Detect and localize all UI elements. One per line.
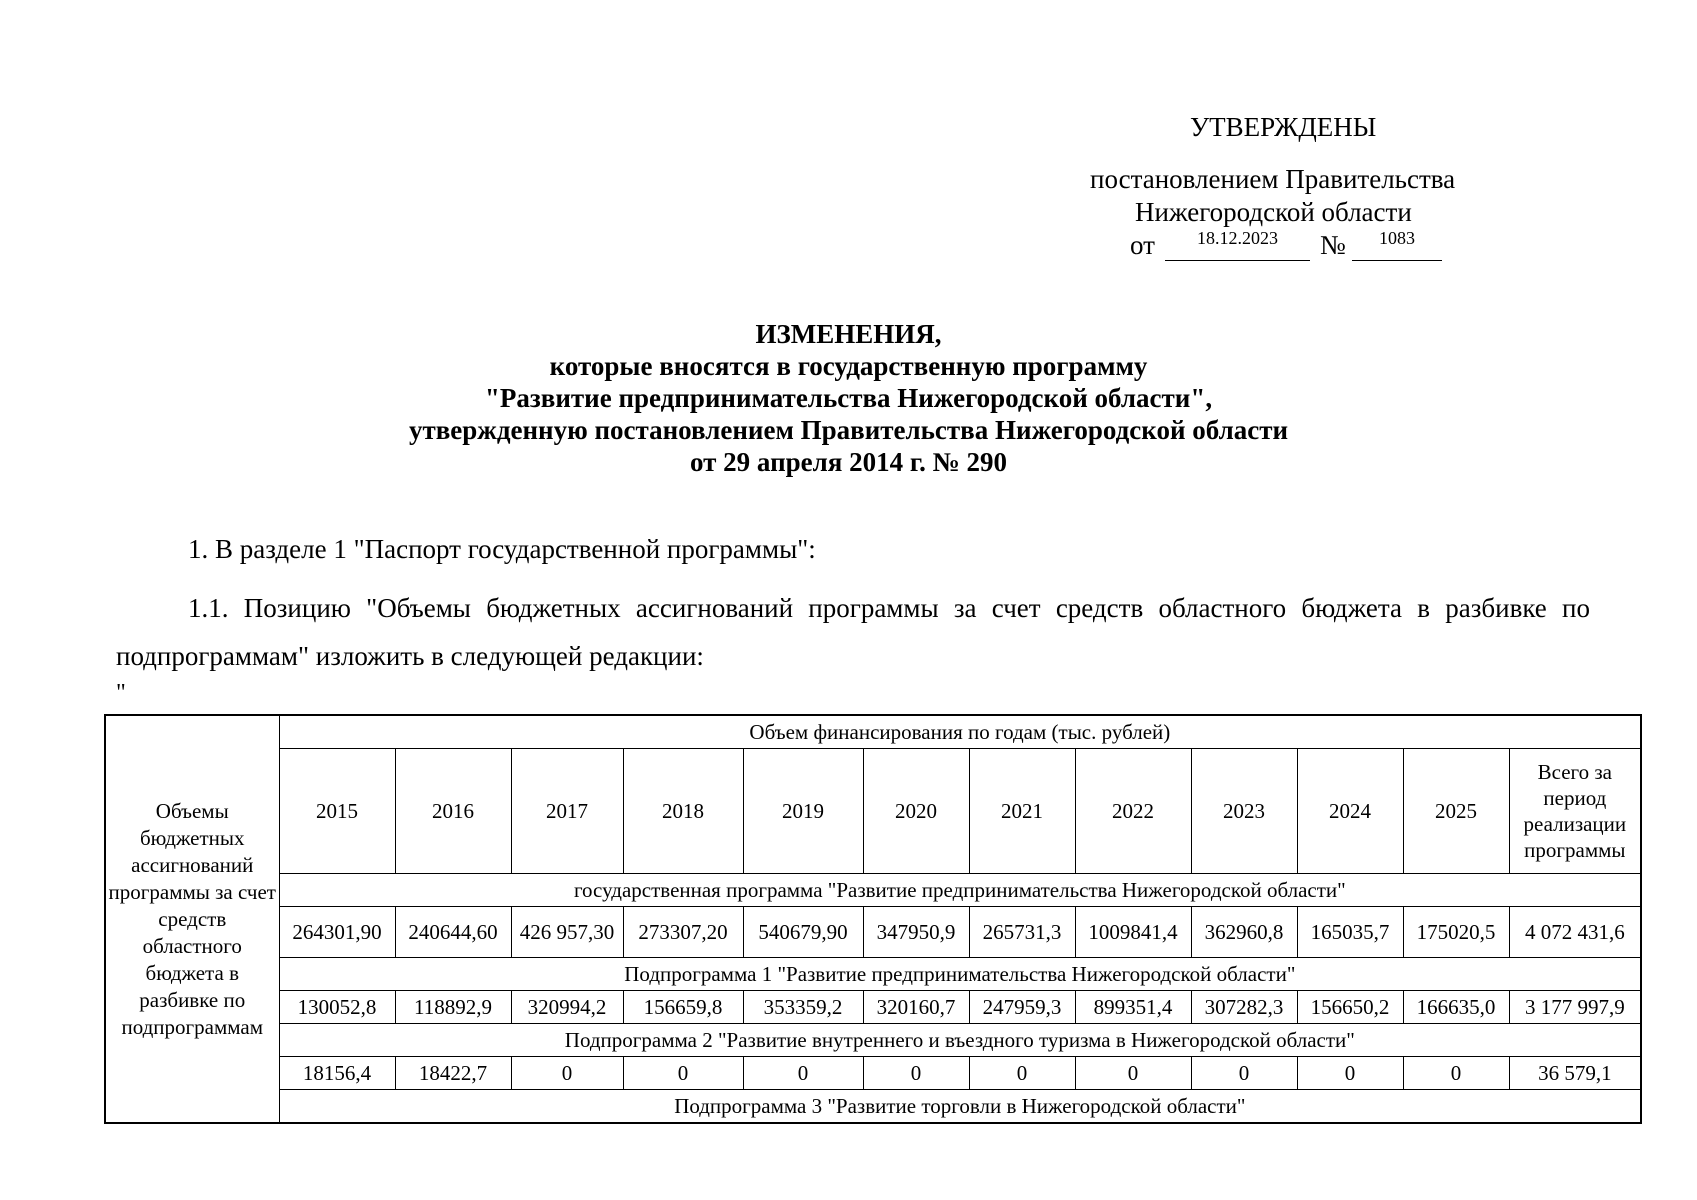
section-title: государственная программа "Развитие предпринимательства Нижегородской области" — [279, 874, 1641, 907]
value-cell: 540679,90 — [743, 907, 863, 958]
date-prefix: от — [1130, 230, 1155, 260]
value-cell: 307282,3 — [1191, 991, 1297, 1024]
title-line-2: которые вносятся в государственную программу — [549, 351, 1148, 381]
value-cell: 1009841,4 — [1075, 907, 1191, 958]
value-cell: 0 — [969, 1057, 1075, 1090]
value-cell: 0 — [1403, 1057, 1509, 1090]
value-cell: 362960,8 — [1191, 907, 1297, 958]
number-prefix: № — [1320, 230, 1346, 260]
value-cell: 247959,3 — [969, 991, 1075, 1024]
approval-date: 18.12.2023 — [1165, 228, 1310, 261]
value-cell: 353359,2 — [743, 991, 863, 1024]
financing-table — [104, 714, 1642, 1124]
value-cell: 175020,5 — [1403, 907, 1509, 958]
value-cell: 265731,3 — [969, 907, 1075, 958]
value-cell: 156650,2 — [1297, 991, 1403, 1024]
paragraph-1-1 — [116, 584, 1590, 680]
title-line-3: "Развитие предпринимательства Нижегородской области", — [484, 383, 1213, 413]
paragraph-1-1-line-2: подпрограммам" изложить в следующей редакции: — [116, 641, 704, 671]
title-line-5: от 29 апреля 2014 г. № 290 — [690, 447, 1007, 477]
value-cell: 0 — [743, 1057, 863, 1090]
approval-heading: УТВЕРЖДЕНЫ — [1190, 112, 1377, 142]
value-cell: 320160,7 — [863, 991, 969, 1024]
value-cell: 156659,8 — [623, 991, 743, 1024]
opening-quote: " — [116, 680, 126, 706]
value-cell: 18156,4 — [279, 1057, 395, 1090]
total-cell: 4 072 431,6 — [1509, 907, 1641, 958]
row-header-cell: Объемы бюджетных ассигнований программы за счет средств областного бюджета в разбивке по подпрограммам — [105, 715, 279, 1123]
year-header: 2019 — [743, 749, 863, 874]
year-header: 2020 — [863, 749, 969, 874]
section-title-row — [105, 1024, 1641, 1057]
value-cell: 273307,20 — [623, 907, 743, 958]
years-row — [105, 749, 1641, 874]
paragraph-1-1-line-1: 1.1. Позицию "Объемы бюджетных ассигнований программы за счет средств областного бюджета в разбивке по — [188, 593, 1590, 623]
year-header: 2024 — [1297, 749, 1403, 874]
approval-line-2: Нижегородской области — [1135, 197, 1412, 227]
year-header: 2021 — [969, 749, 1075, 874]
value-cell: 240644,60 — [395, 907, 511, 958]
value-cell: 264301,90 — [279, 907, 395, 958]
table-row — [105, 991, 1641, 1024]
approval-date-line — [1130, 228, 1490, 268]
title-line-4: утвержденную постановлением Правительства Нижегородской области — [408, 415, 1289, 445]
value-cell: 899351,4 — [1075, 991, 1191, 1024]
value-cell: 130052,8 — [279, 991, 395, 1024]
value-cell: 0 — [511, 1057, 623, 1090]
year-header: 2015 — [279, 749, 395, 874]
value-cell: 166635,0 — [1403, 991, 1509, 1024]
value-cell: 18422,7 — [395, 1057, 511, 1090]
section-title: Подпрограмма 3 "Развитие торговли в Нижегородской области" — [279, 1090, 1641, 1124]
total-cell: 36 579,1 — [1509, 1057, 1641, 1090]
group-header: Объем финансирования по годам (тыс. рублей) — [279, 715, 1641, 749]
value-cell: 426 957,30 — [511, 907, 623, 958]
value-cell: 0 — [1075, 1057, 1191, 1090]
year-header: 2018 — [623, 749, 743, 874]
total-header: Всего за период реализации программы — [1509, 749, 1641, 874]
title-line-1: ИЗМЕНЕНИЯ, — [755, 319, 942, 349]
table-row — [105, 907, 1641, 958]
value-cell: 118892,9 — [395, 991, 511, 1024]
total-cell: 3 177 997,9 — [1509, 991, 1641, 1024]
document-title — [0, 318, 1697, 478]
value-cell: 0 — [623, 1057, 743, 1090]
table-row — [105, 1057, 1641, 1090]
section-title: Подпрограмма 2 "Развитие внутреннего и въездного туризма в Нижегородской области" — [279, 1024, 1641, 1057]
year-header: 2017 — [511, 749, 623, 874]
year-header: 2025 — [1403, 749, 1509, 874]
value-cell: 0 — [1191, 1057, 1297, 1090]
value-cell: 347950,9 — [863, 907, 969, 958]
section-title: Подпрограмма 1 "Развитие предпринимательства Нижегородской области" — [279, 958, 1641, 991]
year-header: 2016 — [395, 749, 511, 874]
approval-line-1: постановлением Правительства — [1090, 164, 1456, 194]
section-title-row — [105, 1090, 1641, 1124]
year-header: 2022 — [1075, 749, 1191, 874]
year-header: 2023 — [1191, 749, 1297, 874]
paragraph-1: 1. В разделе 1 "Паспорт государственной программы": — [188, 534, 816, 564]
section-title-row — [105, 874, 1641, 907]
section-title-row — [105, 958, 1641, 991]
approval-number: 1083 — [1352, 228, 1442, 261]
value-cell: 0 — [863, 1057, 969, 1090]
value-cell: 165035,7 — [1297, 907, 1403, 958]
value-cell: 0 — [1297, 1057, 1403, 1090]
value-cell: 320994,2 — [511, 991, 623, 1024]
